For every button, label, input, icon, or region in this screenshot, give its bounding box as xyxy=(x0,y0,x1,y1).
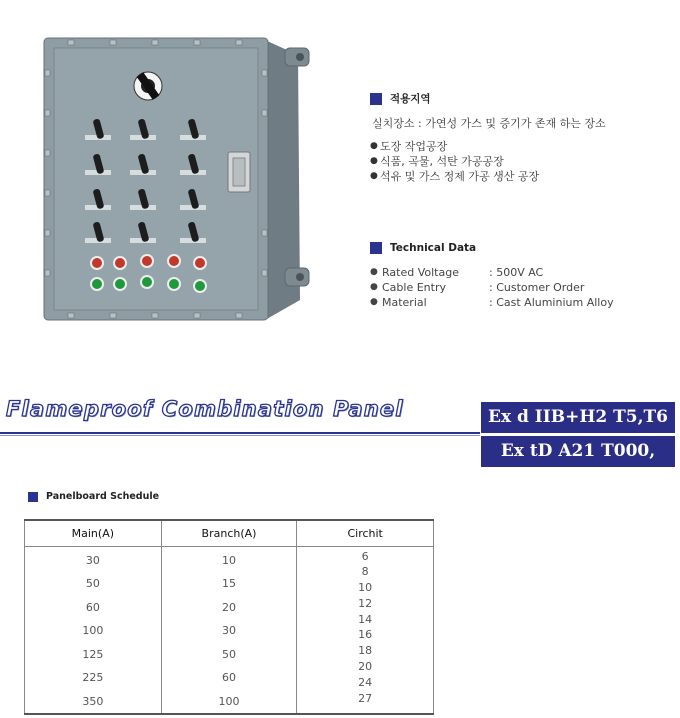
table-cell: 50 xyxy=(222,647,236,661)
product-image xyxy=(0,0,340,340)
technical-heading xyxy=(370,242,476,254)
table-cell: 14 xyxy=(358,612,373,626)
bullet-dot-icon: ● xyxy=(370,141,378,151)
install-location: 실치장소 : 가연성 가스 및 증기가 존재 하는 장소 xyxy=(372,117,606,130)
schedule-title: Panelboard Schedule xyxy=(46,491,160,502)
table-cell: 6 xyxy=(361,549,369,563)
spec-row: ● Rated Voltage : 500V AC xyxy=(370,266,544,279)
table-cell: 50 xyxy=(85,577,100,590)
table-row xyxy=(25,546,434,714)
table-cell: 24 xyxy=(358,675,373,689)
bullet-square-icon xyxy=(370,93,382,105)
bullet-dot-icon: ● xyxy=(370,297,378,307)
bullet-dot-icon: ● xyxy=(370,282,378,292)
list-item: ● 도장 작업공장 xyxy=(370,140,448,153)
bullet-square-icon xyxy=(370,242,382,254)
branch-column xyxy=(161,546,297,714)
title-divider xyxy=(0,432,480,434)
list-item: ● 석유 및 가스 정제 가공 생산 공장 xyxy=(370,170,540,183)
bullet-dot-icon: ● xyxy=(370,171,378,181)
column-header: Circhit xyxy=(297,520,434,546)
table-cell: 18 xyxy=(358,644,373,658)
list-item: ● 식품, 곡물, 석탄 가공공장 xyxy=(370,155,504,168)
ex-rating-1: Ex d IIB+H2 T5,T6 xyxy=(481,402,675,433)
circuit-column xyxy=(297,546,434,714)
column-header: Main(A) xyxy=(25,520,162,546)
ex-rating-2: Ex tD A21 T000, IP65 xyxy=(481,436,675,467)
main-column xyxy=(25,546,162,714)
table-cell: 12 xyxy=(358,596,373,610)
table-cell: 60 xyxy=(85,600,100,614)
table-cell: 30 xyxy=(85,553,100,567)
bullet-dot-icon: ● xyxy=(370,156,378,166)
technical-title: Technical Data xyxy=(390,242,477,254)
table-cell: 27 xyxy=(358,691,373,705)
spec-row: ● Cable Entry : Customer Order xyxy=(370,281,585,294)
bullet-square-icon xyxy=(28,492,38,502)
table-cell: 15 xyxy=(222,577,236,590)
table-cell: 20 xyxy=(358,660,373,674)
schedule-heading xyxy=(28,491,159,502)
table-cell: 8 xyxy=(361,565,369,579)
table-cell: 350 xyxy=(82,694,104,708)
product-title: Flameproof Combination Panel xyxy=(6,397,404,421)
table-cell: 20 xyxy=(222,600,236,614)
technical-list xyxy=(370,265,614,310)
table-cell: 30 xyxy=(222,624,236,637)
column-header: Branch(A) xyxy=(161,520,297,546)
application-heading xyxy=(370,91,431,106)
table-cell: 100 xyxy=(82,624,104,637)
table-cell: 10 xyxy=(222,553,236,567)
title-divider xyxy=(0,435,480,436)
schedule-table xyxy=(24,519,434,715)
spec-row: ● Material : Cast Aluminium Alloy xyxy=(370,296,614,309)
application-list xyxy=(370,139,539,184)
table-cell: 16 xyxy=(358,628,373,642)
bullet-dot-icon: ● xyxy=(370,267,378,277)
table-cell: 225 xyxy=(82,671,104,684)
application-title: 적용지역 xyxy=(390,93,431,105)
table-cell: 100 xyxy=(218,694,240,708)
table-cell: 125 xyxy=(82,647,104,661)
table-cell: 10 xyxy=(358,581,373,595)
table-cell: 60 xyxy=(222,671,236,684)
